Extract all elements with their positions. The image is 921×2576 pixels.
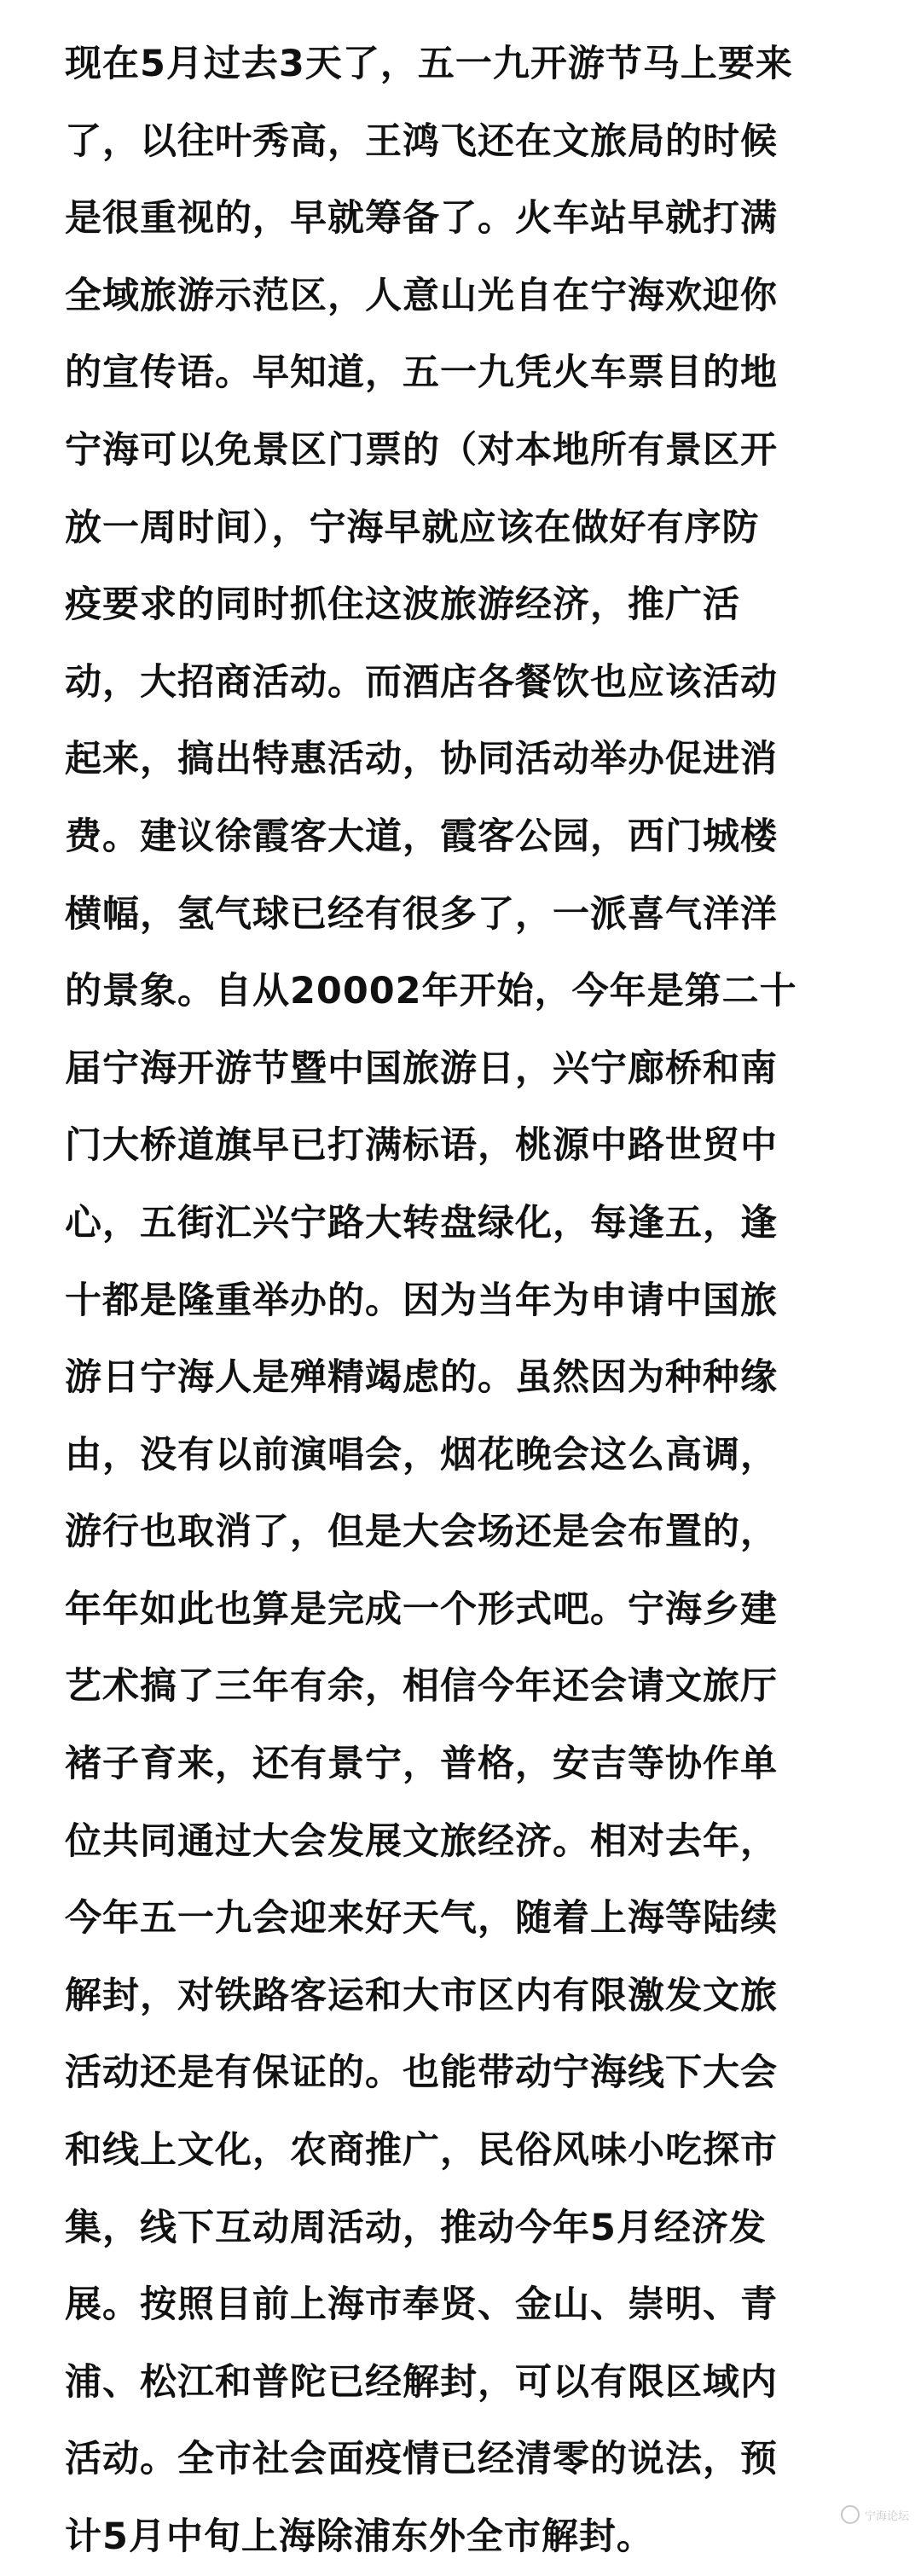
article-line: 门大桥道旗早已打满标语，桃源中路世贸中 (65, 1124, 778, 1168)
watermark (841, 2505, 909, 2524)
article-line: 计5月中旬上海除浦东外全市解封。 (65, 2515, 654, 2558)
article-line: 的景象。自从20002年开始，今年是第二十 (65, 970, 797, 1013)
article-line: 宁海可以免景区门票的（对本地所有景区开 (65, 428, 778, 472)
article-line: 现在5月过去3天了，五一九开游节马上要来 (65, 43, 793, 85)
article-line: 届宁海开游节暨中国旅游日，兴宁廊桥和南 (65, 1047, 778, 1090)
article-line: 浦、松江和普陀已经解封，可以有限区域内 (65, 2360, 778, 2404)
article-line: 起来，搞出特惠活动，协同活动举办促进消 (65, 738, 778, 781)
article-line: 活动还是有保证的。也能带动宁海线下大会 (65, 2051, 778, 2095)
article-line: 是很重视的，早就筹备了。火车站早就打满 (65, 197, 778, 241)
article-line: 今年五一九会迎来好天气，随着上海等陆续 (65, 1897, 778, 1941)
article-line: 动，大招商活动。而酒店各餐饮也应该活动 (65, 660, 778, 704)
article-line: 心，五街汇兴宁路大转盘绿化，每逢五，逢 (65, 1201, 778, 1244)
article-line: 了，以往叶秀高，王鸿飞还在文旅局的时候 (65, 119, 778, 163)
article-line: 十都是隆重举办的。因为当年为申请中国旅 (65, 1279, 778, 1322)
article-line: 展。按照目前上海市奉贤、金山、崇明、青 (65, 2283, 778, 2327)
article-line: 和线上文化，农商推广，民俗风味小吃探市 (65, 2129, 778, 2173)
article-line: 全域旅游示范区，人意山光自在宁海欢迎你 (65, 274, 778, 317)
article-line: 解封，对铁路客运和大市区内有限激发文旅 (65, 1974, 778, 2017)
article-line: 疫要求的同时抓住这波旅游经济，推广活 (65, 583, 740, 627)
article-line: 位共同通过大会发展文旅经济。相对去年， (65, 1819, 778, 1863)
article-line: 游日宁海人是殚精竭虑的。虽然因为种种缘 (65, 1356, 778, 1400)
article-line: 褚子育来，还有景宁，普格，安吉等协作单 (65, 1743, 778, 1786)
article-line: 集，线下互动周活动，推动今年5月经济发 (65, 2206, 767, 2249)
watermark-text: 宁海论坛 (864, 2509, 909, 2523)
article-line: 艺术搞了三年有余，相信今年还会请文旅厅 (65, 1665, 778, 1709)
article-line: 的宣传语。早知道，五一九凭火车票目的地 (65, 351, 778, 395)
article-line: 费。建议徐霞客大道，霞客公园，西门城楼 (65, 815, 778, 858)
article-line: 游行也取消了，但是大会场还是会布置的， (65, 1511, 778, 1554)
article-line: 年年如此也算是完成一个形式吧。宁海乡建 (65, 1587, 778, 1631)
article-line: 活动。全市社会面疫情已经清零的说法，预 (65, 2438, 778, 2481)
article-body (65, 26, 909, 2576)
article-line: 放一周时间），宁海早就应该在做好有序防 (65, 506, 760, 549)
article-line: 横幅，氢气球已经有很多了，一派喜气洋洋 (65, 892, 778, 936)
article-line: 由，没有以前演唱会，烟花晚会这么高调， (65, 1433, 778, 1477)
site-logo-icon (841, 2505, 860, 2524)
